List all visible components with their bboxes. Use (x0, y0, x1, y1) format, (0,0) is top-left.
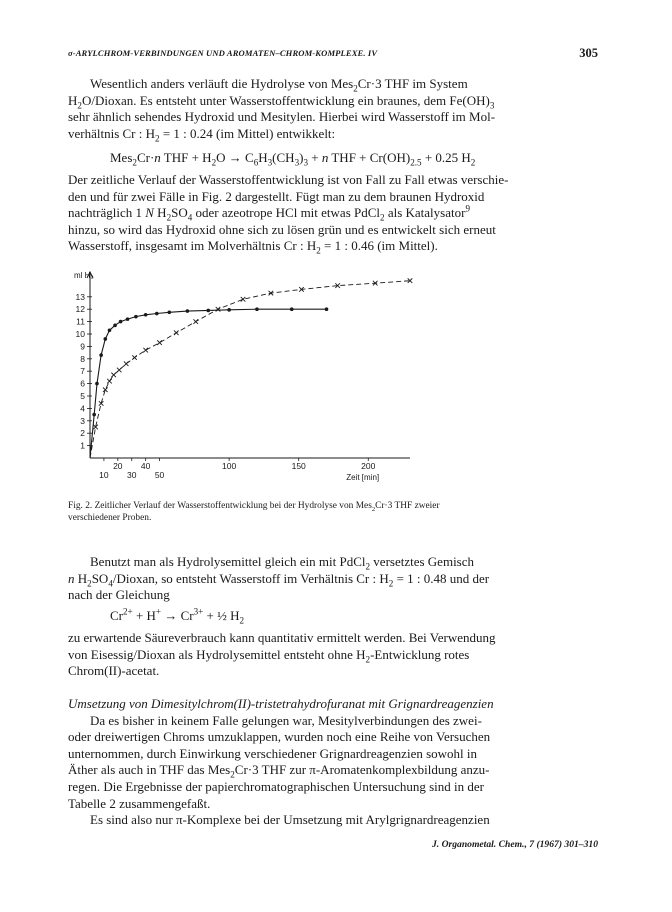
series-1-point (95, 382, 99, 386)
paragraph-time-course (68, 172, 598, 255)
y-tick-label: 4 (80, 403, 85, 414)
x-tick-label: 30 (127, 470, 137, 480)
text-line: Es sind also nur π-Komplexe bei der Umsetzung mit Arylgrignardreagenzien (90, 812, 490, 828)
x-tick-label: 40 (140, 461, 151, 471)
series-2-point (174, 330, 179, 335)
series-1-point (134, 315, 138, 319)
text-line: Chrom(II)-acetat. (68, 663, 160, 679)
series-1-point (227, 308, 231, 312)
y-tick-label: 13 (75, 291, 85, 302)
y-tick-label: 12 (75, 304, 85, 315)
series-2-line (90, 281, 410, 458)
figure-caption: Fig. 2. Zeitlicher Verlauf der Wasserstoffentwicklung bei der Hydrolyse von Mes$_2$Cr·3 THF zweier verschiedener Proben. (68, 501, 440, 524)
text-line: n $H_2SO_4$/Dioxan, so entsteht Wasserstoff im Verhältnis Cr : $H_2 = 1$ : 0.48 und der (68, 570, 490, 589)
series-1-point (186, 309, 190, 313)
journal-citation: J. Organometal. Chem., 7 (1967) 301–310 (431, 839, 598, 850)
y-tick-label: 9 (80, 341, 85, 352)
text-line: von Eisessig/Dioxan als Hydrolysemittel entsteht ohne $H_2$-Entwicklung rotes (68, 646, 470, 665)
text-line: Der zeitliche Verlauf der Wasserstoffentwicklung ist von Fall zu Fall etwas verschie- (68, 172, 509, 187)
x-tick-label: 10 (99, 470, 109, 480)
x-tick-label: 50 (154, 470, 165, 480)
series-1-point (290, 307, 294, 311)
y-tick-label: 10 (75, 329, 85, 339)
series-2-point (241, 297, 246, 302)
paragraph-hydrolysis-intro (68, 76, 598, 142)
text-line: $H_2O$/Dioxan. Es entsteht unter Wasserstoffentwicklung ein braunes, dem $Fe(OH)_3$ (68, 92, 495, 111)
text-line: hinzu, so wird das Hydroxid ohne sich zu lösen grün und es entwickelt sich erneut (68, 221, 496, 237)
running-title: σ-ARYLCHROM-VERBINDUNGEN UND AROMATEN–CHROM-KOMPLEXE. IV (68, 48, 378, 58)
text-line: nachträglich 1 N $H_2SO_4$ oder azeotrope HCl mit etwas PdCl$_2$ als Katalysator$^9$ (68, 203, 470, 223)
series-2-point (117, 368, 122, 373)
text-line: Da es bisher in keinem Falle gelungen war, Mesitylverbindungen des zwei- (90, 712, 482, 728)
series-1-point (168, 311, 172, 315)
equation-hydrolysis: Mes$_2$Cr·n THF + $H_2O \to C_6H_3(CH_3)_3 + n$ THF + $Cr(OH)_{2.5} + 0.25$ $H_2$ (110, 150, 476, 168)
text-line: oder dreiwertigen Chroms umzuklappen, wurden noch eine Reihe von Versuchen (68, 729, 491, 745)
text-line: Wesentlich anders verläuft die Hydrolyse von Mes$_2$Cr·3 THF im System (90, 76, 468, 94)
series-1-point (119, 320, 123, 324)
series-2-point (111, 373, 116, 378)
text-line: unternommen, durch Einwirkung verschiedener Grignardreagenzien sowohl in (68, 745, 478, 761)
y-axis-label: ml H₂ (74, 271, 94, 280)
paragraph-pdcl2-hydrolysis (68, 554, 598, 604)
hydrogen-evolution-chart (70, 262, 610, 494)
text-line: verhältnis Cr : $H_2 = 1$ : 0.24 (im Mittel) entwikkelt: (68, 125, 336, 144)
series-2-point (143, 348, 148, 353)
figure-2 (70, 262, 610, 494)
text-line: regen. Die Ergebnisse der papierchromatographischen Untersuchung sind in der (68, 778, 484, 794)
page-number: 305 (579, 46, 598, 60)
text-line: Wasserstoff, insgesamt im Molverhältnis Cr : $H_2 = 1$ : 0.46 (im Mittel). (68, 238, 438, 256)
series-2-point (132, 355, 137, 360)
running-header (68, 46, 598, 62)
series-1-point (92, 413, 96, 417)
y-tick-label: 11 (76, 316, 85, 327)
section-heading: Umsetzung von Dimesitylchrom(II)-tristetrahydrofuranat mit Grignardreagenzien (68, 696, 494, 711)
series-1-point (99, 353, 103, 357)
series-1-point (144, 313, 148, 317)
series-1-point (255, 307, 259, 311)
text-line: Benutzt man als Hydrolysemittel gleich ein mit PdCl$_2$ versetztes Gemisch (90, 554, 475, 572)
y-tick-label: 8 (80, 353, 85, 364)
text-line: Tabelle 2 zusammengefaßt. (68, 795, 211, 811)
x-tick-label: 150 (291, 461, 306, 471)
series-2-point (124, 361, 129, 366)
text-line: den und für zwei Fälle in Fig. 2 dargestellt. Fügt man zu dem braunen Hydroxid (68, 188, 485, 204)
series-2-point (216, 307, 221, 312)
y-tick-label: 7 (80, 366, 85, 377)
series-1-point (104, 337, 108, 341)
series-1-point (113, 324, 117, 328)
text-line: sehr ähnlich sehendes Hydroxid und Mesitylen. Hierbei wird Wasserstoff im Mol- (68, 109, 496, 125)
paragraph-acid-consumption (68, 630, 598, 680)
y-tick-label: 3 (80, 415, 85, 426)
text-line: Äther als auch in THF das Mes$_2$Cr·3 THF zur π-Aromatenkomplexbildung anzu- (68, 762, 490, 780)
series-1-point (126, 317, 130, 321)
section-grignard (68, 696, 598, 829)
x-tick-label: 100 (222, 461, 237, 471)
y-tick-label: 5 (80, 391, 85, 401)
series-1-point (108, 328, 112, 332)
series-1-point (206, 309, 210, 313)
series-2-point (193, 319, 198, 324)
x-tick-label: 20 (113, 461, 123, 471)
y-tick-label: 1 (80, 440, 85, 451)
y-tick-label: 2 (80, 428, 85, 439)
x-axis-label: Zeit [min] (346, 473, 380, 482)
series-1-point (155, 312, 159, 316)
equation-redox: $Cr^{2+} + H^+ \to Cr^{3+}$ + ½ $H_2$ (110, 606, 245, 626)
y-tick-label: 6 (80, 378, 85, 389)
series-1-line (90, 309, 327, 458)
x-tick-label: 200 (361, 461, 376, 471)
text-line: nach der Gleichung (68, 587, 170, 603)
series-2-point (103, 388, 108, 393)
series-2-point (157, 340, 162, 345)
text-line: zu erwartende Säureverbrauch kann quantitativ ermittelt werden. Bei Verwendung (68, 630, 496, 645)
series-1-point (325, 307, 329, 311)
series-2-point (107, 379, 112, 384)
